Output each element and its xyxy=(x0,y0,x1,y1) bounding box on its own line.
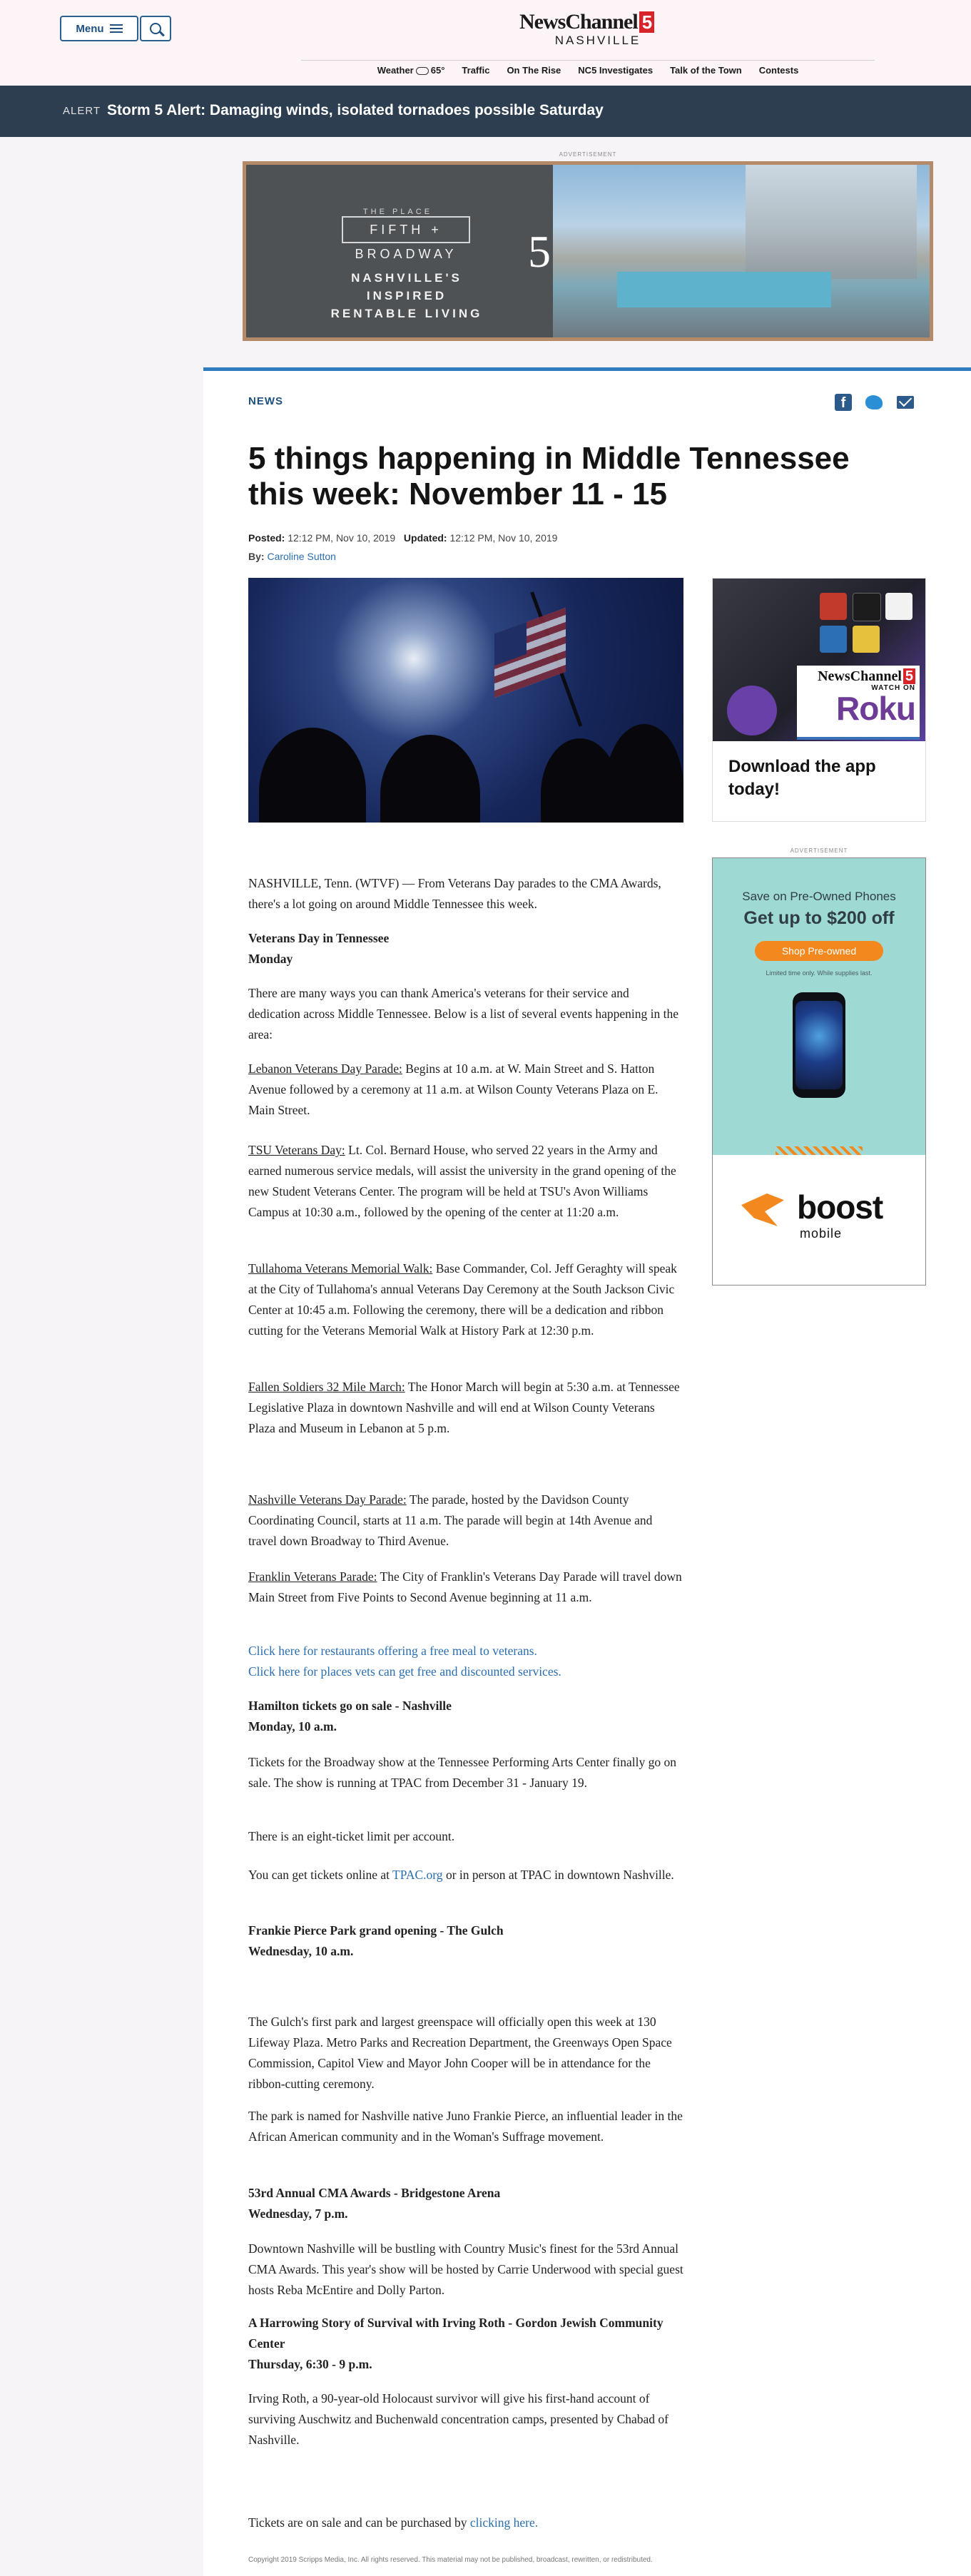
updated-time: 12:12 PM, Nov 10, 2019 xyxy=(449,532,558,544)
alert-tag: ALERT xyxy=(63,105,101,117)
hamilton-paragraph-3-post: or in person at TPAC in downtown Nashville. xyxy=(442,1868,674,1882)
ad-label: ADVERTISEMENT xyxy=(559,151,617,158)
promo-tile-5 xyxy=(853,626,880,653)
silhouette-2 xyxy=(380,735,480,823)
nav-weather-temp: 65° xyxy=(430,65,445,76)
promo-logo xyxy=(797,666,920,684)
nav-item-nc5-investigates[interactable]: NC5 Investigates xyxy=(578,65,654,76)
subheading-gulch xyxy=(248,1920,683,1962)
subheading-veterans-title: Veterans Day in Tennessee xyxy=(248,931,390,945)
ad-tagline xyxy=(317,269,496,322)
nav-item-talk-of-the-town[interactable]: Talk of the Town xyxy=(670,65,742,76)
tickets-paragraph xyxy=(248,2513,683,2533)
menu-label: Menu xyxy=(76,22,104,35)
subheading-cma xyxy=(248,2183,683,2224)
tullahoma-text: Base Commander, Col. Jeff Geraghty will speak at the City of Tullahoma's annual Veterans Day Ceremony at the South Jackson Civic Center at 10:45 a.m. Following the ceremony, there will be a dedication and ribbon cutting for the Veterans Memorial Walk at History Park at 12:30 p.m. xyxy=(248,1261,677,1338)
shop-pre-owned-button[interactable]: Shop Pre-owned xyxy=(755,941,883,961)
twitter-bird-shape xyxy=(865,395,883,409)
posted-label: Posted: xyxy=(248,532,285,544)
article-title: 5 things happening in Middle Tennessee this week: November 11 - 15 xyxy=(248,441,850,511)
logo-line1: NewsChannel xyxy=(519,10,638,34)
hamilton-paragraph-2: There is an eight-ticket limit per account. xyxy=(248,1829,455,1843)
twitter-icon[interactable] xyxy=(865,394,883,411)
article-timestamps xyxy=(248,532,557,544)
subheading-hamilton-title: Hamilton tickets go on sale - Nashville xyxy=(248,1699,452,1713)
promo-tile-2 xyxy=(853,593,881,621)
ad-brand: FIFTH + BROADWAY xyxy=(342,216,470,243)
updated-label: Updated: xyxy=(403,532,447,544)
hamilton-paragraph-3-pre: You can get tickets online at xyxy=(248,1868,393,1882)
alert-message[interactable]: Storm 5 Alert: Damaging winds, isolated tornadoes possible Saturday xyxy=(107,102,604,118)
hamburger-icon xyxy=(110,24,123,33)
subheading-veterans-day: Monday xyxy=(248,952,293,966)
email-envelope-shape xyxy=(897,396,914,409)
tickets-link[interactable]: clicking here. xyxy=(469,2515,539,2530)
hero-image xyxy=(248,578,683,823)
promo-watch-on: WATCH ON xyxy=(871,684,915,692)
free-meal-link[interactable]: Click here for restaurants offering a free meal to veterans. xyxy=(248,1644,537,1658)
nav-item-on-the-rise[interactable]: On The Rise xyxy=(507,65,561,76)
hamilton-paragraph-3 xyxy=(248,1865,683,1885)
ad-small-title: THE PLACE xyxy=(362,208,433,216)
cma-paragraph: Downtown Nashville will be bustling with Country Music's finest for the 53rd Annual CMA Awards. This year's show will be hosted by Carrie Underwood with special guest hosts Reba McEntire and Dolly Parton. xyxy=(248,2241,683,2297)
side-ad[interactable] xyxy=(712,857,926,1286)
phone-screen xyxy=(795,1001,843,1089)
ad-tagline-line1: NASHVILLE'S INSPIRED xyxy=(351,271,462,302)
promo-logo-text: NewsChannel xyxy=(818,668,902,684)
nashville-parade-paragraph xyxy=(248,1490,683,1552)
tickets-paragraph-pre: Tickets are on sale and can be purchased by xyxy=(248,2515,470,2530)
gulch-paragraph-1: The Gulch's first park and largest greenspace will officially open this week at 130 Lifeway Plaza. Metro Parks and Recreation Department, the Greenways Open Space Commission, Capitol View and Mayor John Cooper will be in attendance for the ribbon-cutting ceremony. xyxy=(248,2015,672,2091)
search-icon-handle xyxy=(159,31,165,37)
silhouette-1 xyxy=(259,728,366,823)
main-nav xyxy=(301,65,875,76)
tullahoma-paragraph xyxy=(248,1258,683,1341)
discounted-services-link[interactable]: Click here for places vets can get free and discounted services. xyxy=(248,1664,561,1679)
franklin-parade-paragraph xyxy=(248,1567,683,1608)
boost-mobile-text: mobile xyxy=(800,1226,843,1241)
logo-city: NASHVILLE xyxy=(554,34,641,47)
cloud-icon xyxy=(416,67,429,75)
subheading-hamilton-day: Monday, 10 a.m. xyxy=(248,1719,337,1734)
gulch-paragraph-2: The park is named for Nashville native Juno Frankie Pierce, an influential leader in the African American community and in the Woman's Suffrage movement. xyxy=(248,2109,683,2144)
nav-item-traffic[interactable]: Traffic xyxy=(462,65,490,76)
ad-logo: 5 xyxy=(528,226,551,277)
subheading-hamilton xyxy=(248,1696,683,1737)
site-logo[interactable] xyxy=(519,11,655,47)
subheading-roth xyxy=(248,2313,683,2375)
side-ad-headline: Save on Pre-Owned Phones xyxy=(742,890,896,903)
logo-wordmark xyxy=(519,11,655,33)
promo-logo-number: 5 xyxy=(903,668,915,684)
promo-tile-3 xyxy=(885,593,912,620)
byline xyxy=(248,551,336,562)
ad-pool-image xyxy=(617,272,831,307)
silhouette-4 xyxy=(605,724,683,823)
boost-arrow-icon xyxy=(741,1193,784,1226)
by-label: By: xyxy=(248,551,265,562)
boost-wordmark: boost xyxy=(797,1188,883,1226)
subheading-cma-title: 53rd Annual CMA Awards - Bridgestone Arena xyxy=(248,2186,501,2200)
nav-item-contests[interactable]: Contests xyxy=(758,65,799,76)
section-label[interactable]: NEWS xyxy=(248,395,283,407)
franklin-parade-text: The City of Franklin's Veterans Day Parade will travel down Main Street from Five Points to Second Avenue beginning at 11 a.m. xyxy=(248,1569,682,1604)
tsu-title: TSU Veterans Day: xyxy=(248,1143,345,1157)
side-ad-fine-print: Limited time only. While supplies last. xyxy=(766,969,873,977)
lebanon-paragraph xyxy=(248,1059,683,1121)
nashville-parade-text: The parade, hosted by the Davidson County Coordinating Council, starts at 11 a.m. The parade will begin at 14th Avenue and travel down Broadway to Third Avenue. xyxy=(248,1492,653,1548)
flag xyxy=(494,608,566,698)
franklin-parade-title: Franklin Veterans Parade: xyxy=(248,1569,377,1584)
side-ad-label: ADVERTISEMENT xyxy=(790,847,848,854)
tsu-paragraph xyxy=(248,1140,683,1223)
subheading-cma-day: Wednesday, 7 p.m. xyxy=(248,2206,348,2221)
top-banner-ad[interactable] xyxy=(243,161,933,341)
hamilton-paragraph-1: Tickets for the Broadway show at the Tennessee Performing Arts Center finally go on sale. The show is running at TPAC from December 31 - January 19. xyxy=(248,1755,676,1790)
ad-tagline-line2: RENTABLE LIVING xyxy=(330,307,483,320)
ad-building-image xyxy=(746,165,917,279)
subheading-roth-title: A Harrowing Story of Survival with Irving Roth - Gordon Jewish Community Center xyxy=(248,2316,664,2351)
fallen-soldiers-text: The Honor March will begin at 5:30 a.m. at Tennessee Legislative Plaza in downtown Nashville and will end at Wilson County Veterans Plaza and Museum in Lebanon at 5 p.m. xyxy=(248,1380,680,1435)
roku-logo: Roku xyxy=(836,690,915,727)
subheading-roth-day: Thursday, 6:30 - 9 p.m. xyxy=(248,2357,372,2371)
subheading-veterans xyxy=(248,928,683,969)
nashville-parade-title: Nashville Veterans Day Parade: xyxy=(248,1492,407,1507)
veterans-paragraph: There are many ways you can thank America's veterans for their service and dedication across Middle Tennessee. Below is a list of several events happening in the area: xyxy=(248,986,679,1042)
tpac-link[interactable]: TPAC.org xyxy=(392,1868,443,1882)
app-promo-card[interactable] xyxy=(712,578,926,822)
phone-image xyxy=(793,992,845,1098)
fallen-soldiers-title: Fallen Soldiers 32 Mile March: xyxy=(248,1380,405,1394)
side-ad-divider xyxy=(776,1146,863,1155)
posted-time: 12:12 PM, Nov 10, 2019 xyxy=(288,532,396,544)
tsu-text: Lt. Col. Bernard House, who served 22 years in the Army and earned numerous service medals, will assist the university in the grand opening of the new Student Veterans Center. The program will be held at TSU's Avon Williams Campus at 10:30 a.m., followed by the opening of the center at 11:20 a.m. xyxy=(248,1143,676,1219)
app-promo-caption[interactable]: Download the app today! xyxy=(728,757,876,799)
lebanon-title: Lebanon Veterans Day Parade: xyxy=(248,1062,402,1076)
author-link[interactable]: Caroline Sutton xyxy=(267,551,336,562)
subheading-gulch-day: Wednesday, 10 a.m. xyxy=(248,1944,354,1958)
veteran-links xyxy=(248,1641,683,1682)
search-button[interactable] xyxy=(140,16,171,41)
nav-weather-label: Weather xyxy=(377,65,414,76)
roku-badge xyxy=(797,666,920,740)
email-icon[interactable] xyxy=(897,394,914,411)
side-ad-offer-prefix: Get up to xyxy=(743,908,828,928)
subheading-gulch-title: Frankie Pierce Park grand opening - The Gulch xyxy=(248,1923,504,1938)
copyright-notice: Copyright 2019 Scripps Media, Inc. All rights reserved. This material may not be published, broadcast, rewritten, or redistributed. xyxy=(248,2556,653,2564)
boost-logo xyxy=(713,1155,925,1286)
side-ad-offer-amount: $200 off xyxy=(827,908,895,928)
nav-divider xyxy=(301,60,875,61)
tullahoma-title: Tullahoma Veterans Memorial Walk: xyxy=(248,1261,433,1276)
menu-button[interactable] xyxy=(60,16,138,41)
logo-number: 5 xyxy=(639,11,654,33)
promo-remote-dpad xyxy=(727,686,777,735)
alert-banner[interactable] xyxy=(0,86,971,137)
roth-paragraph: Irving Roth, a 90-year-old Holocaust survivor will give his first-hand account of surviving Auschwitz and Buchenwald concentration camps, presented by Chabad of Nashville. xyxy=(248,2391,669,2447)
nav-item-weather[interactable] xyxy=(377,65,445,76)
lebanon-text: Begins at 10 a.m. at W. Main Street and S. Hatton Avenue followed by a ceremony at 11 a.m. at Wilson County Veterans Plaza on E. Main Street. xyxy=(248,1062,659,1117)
facebook-icon[interactable]: f xyxy=(835,394,852,411)
fallen-soldiers-paragraph xyxy=(248,1377,683,1439)
intro-paragraph: NASHVILLE, Tenn. (WTVF) — From Veterans Day parades to the CMA Awards, there's a lot going on around Middle Tennessee this week. xyxy=(248,876,661,911)
side-ad-offer xyxy=(713,908,925,929)
promo-tile-1 xyxy=(820,593,847,620)
promo-tile-4 xyxy=(820,626,847,653)
